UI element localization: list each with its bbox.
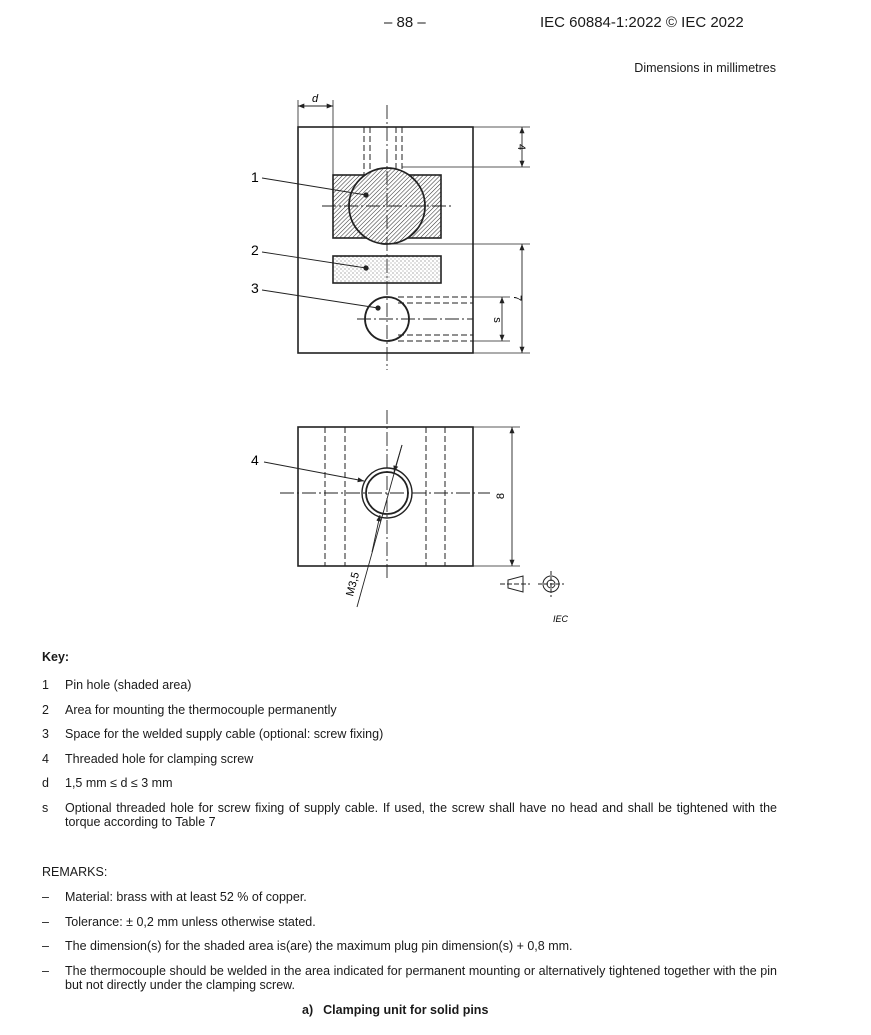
label-dim-s: s	[491, 317, 503, 323]
remarks-title: REMARKS:	[42, 865, 108, 879]
callout-1: 1	[251, 169, 259, 185]
remark-item: – Material: brass with at least 52 % of copper.	[42, 890, 307, 904]
key-item: d 1,5 mm ≤ d ≤ 3 mm	[42, 776, 173, 790]
label-dim-4: 4	[515, 143, 527, 151]
page-number: – 88 –	[384, 14, 426, 31]
caption-label: a)	[302, 1003, 314, 1017]
key-title: Key:	[42, 650, 70, 664]
label-iec: IEC	[553, 614, 569, 624]
top-view	[262, 100, 530, 370]
remark-item: – The dimension(s) for the shaded area is(are) the maximum plug pin dimension(s) + 0,8 mm.	[42, 939, 573, 953]
label-m35: M3,5	[344, 570, 363, 598]
label-dim-8: 8	[495, 492, 507, 500]
key-item: s Optional threaded hole for screw fixing of supply cable. If used, the screw shall have no head and shall be tightened with the torque according to Table 7	[42, 801, 777, 829]
callout-2: 2	[251, 242, 259, 258]
label-d: d	[312, 93, 319, 105]
dimensions-note: Dimensions in millimetres	[634, 61, 776, 75]
projection-symbol-icon	[500, 571, 564, 597]
remark-item: – The thermocouple should be welded in the area indicated for permanent mounting or alternatively tightened together with the pin but not directly under the clamping screw.	[42, 964, 777, 992]
key-item: 2 Area for mounting the thermocouple permanently	[42, 703, 337, 717]
callout-3: 3	[251, 280, 259, 296]
figure-caption	[302, 1003, 488, 1017]
key-item: 3 Space for the welded supply cable (optional: screw fixing)	[42, 727, 384, 741]
caption-text: Clamping unit for solid pins	[323, 1003, 489, 1017]
key-item: 1 Pin hole (shaded area)	[42, 678, 192, 692]
side-view	[264, 410, 564, 607]
callout-4: 4	[251, 452, 259, 468]
remark-item: – Tolerance: ± 0,2 mm unless otherwise stated.	[42, 915, 316, 929]
key-item: 4 Threaded hole for clamping screw	[42, 752, 254, 766]
standard-reference: IEC 60884-1:2022 © IEC 2022	[540, 14, 744, 31]
label-dim-7: 7	[511, 294, 523, 302]
